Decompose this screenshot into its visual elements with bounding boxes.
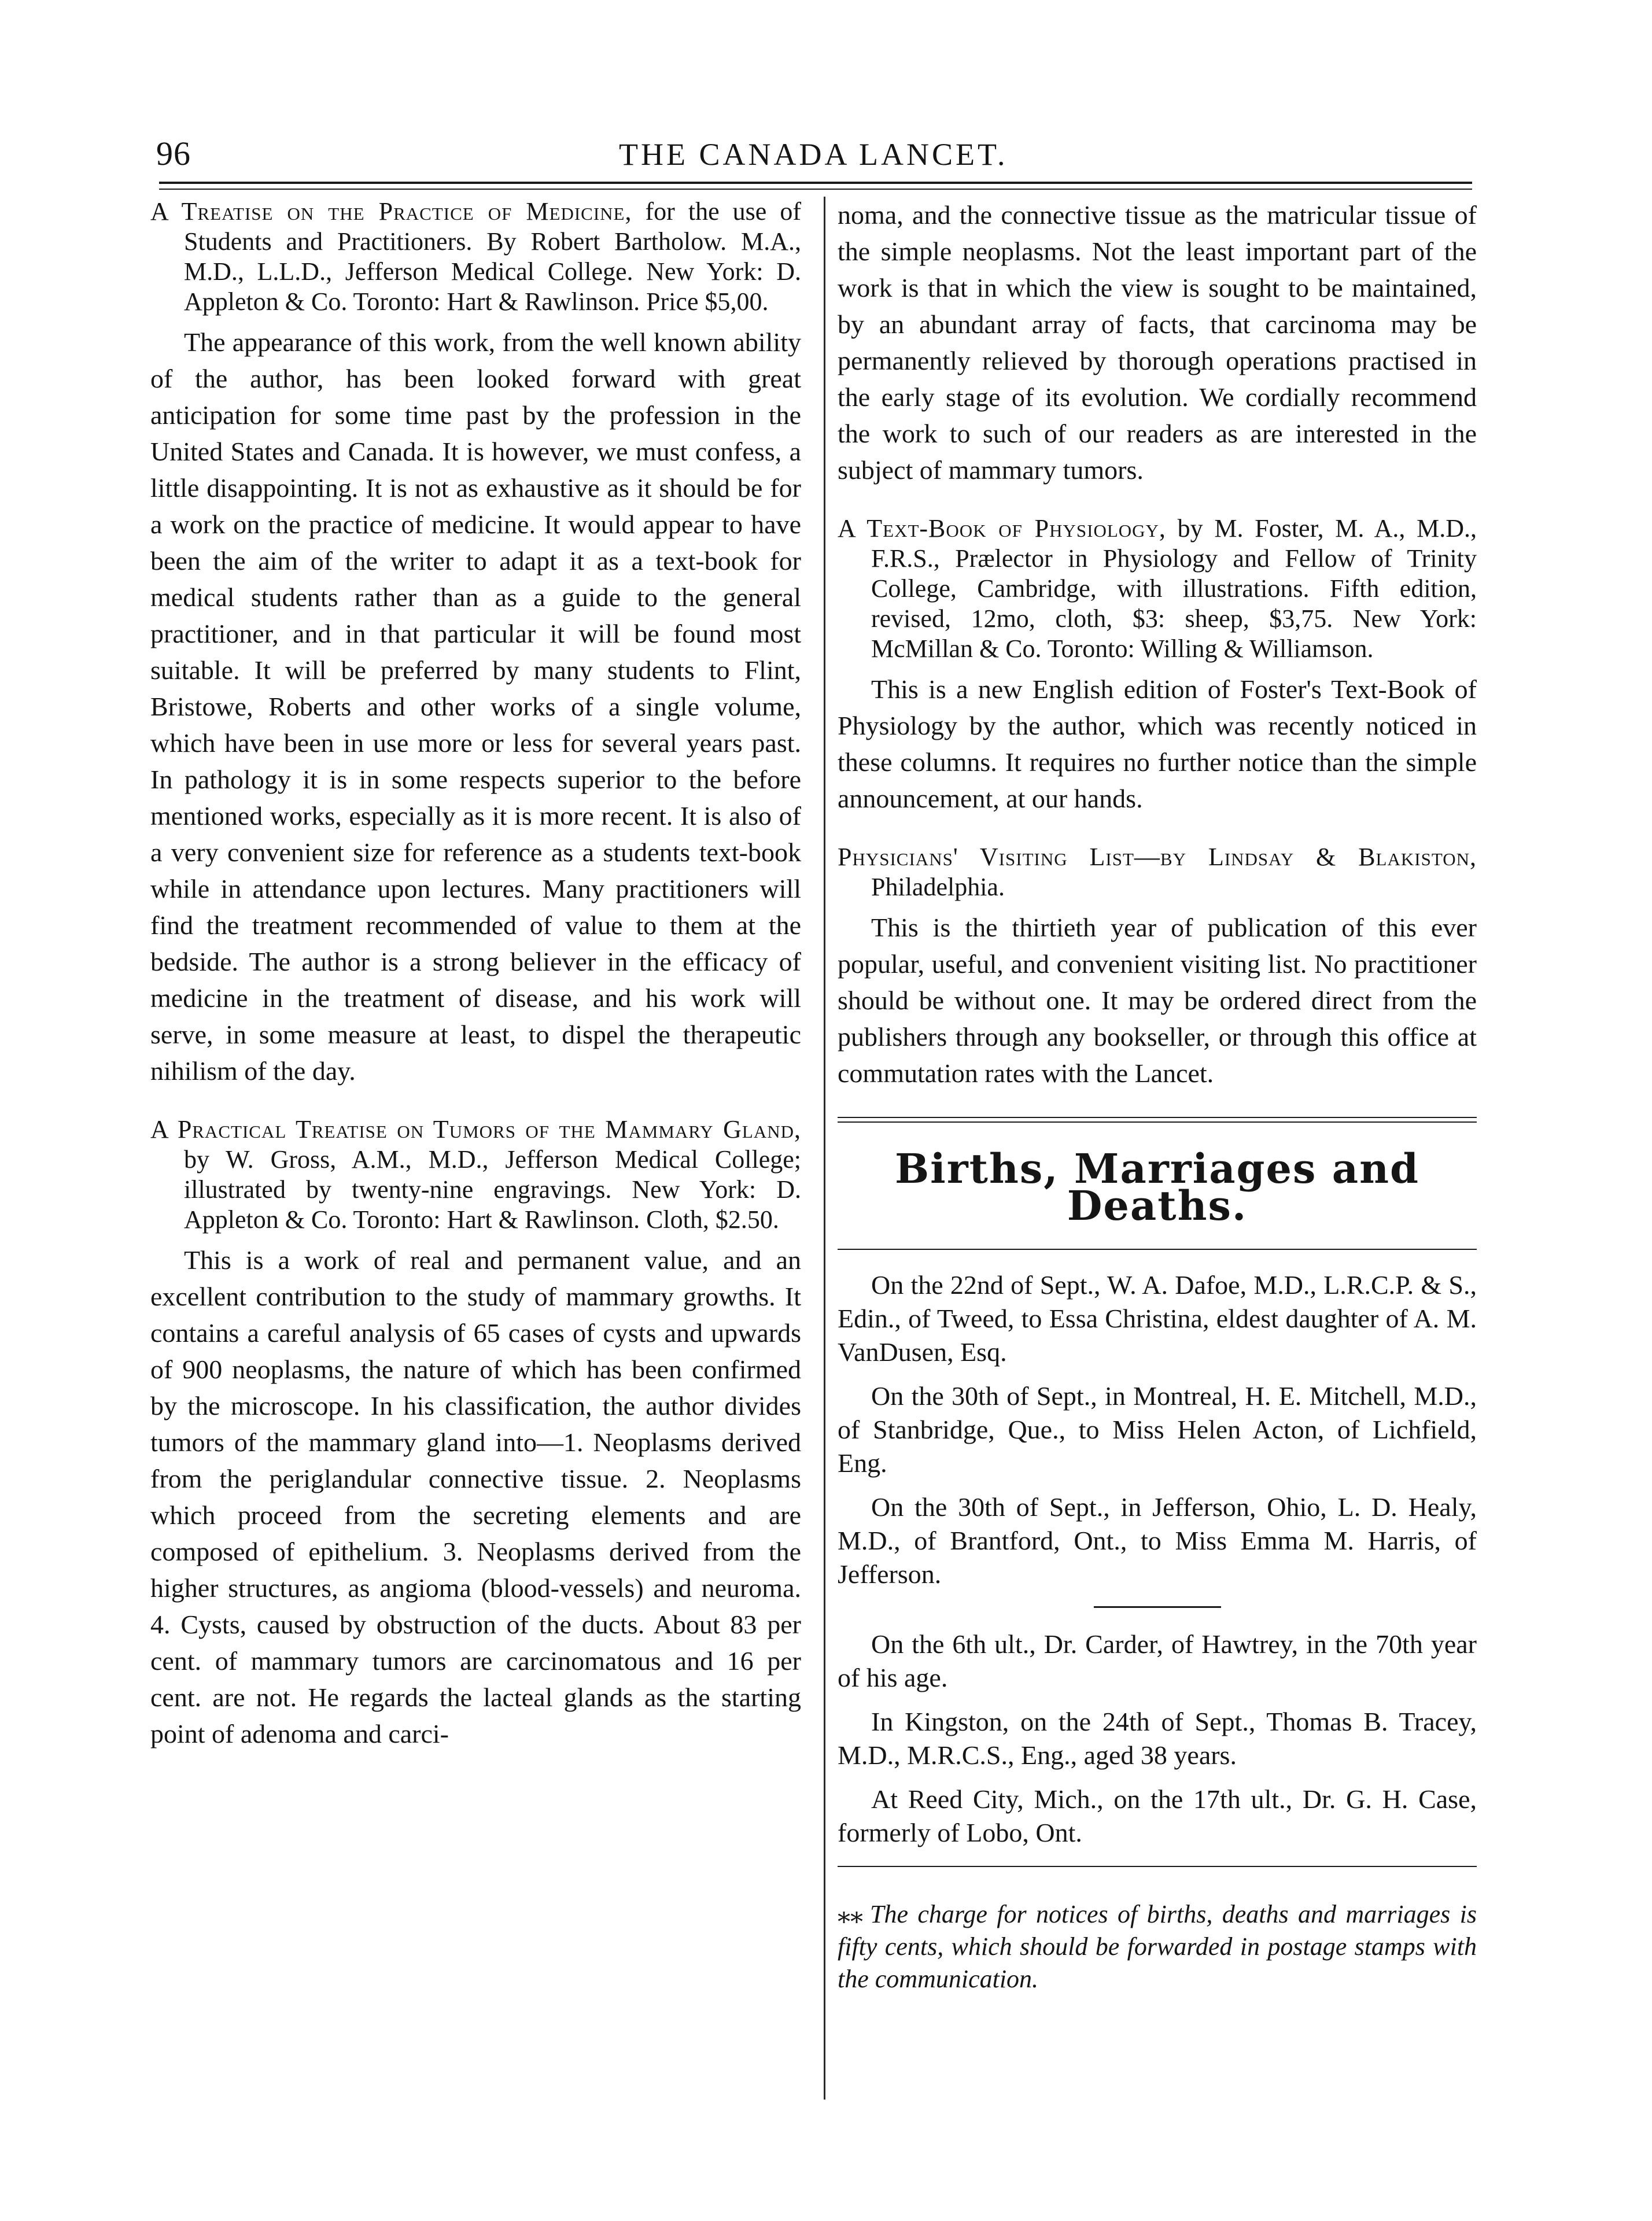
marriage-notice: On the 30th of Sept., in Montreal, H. E. Mitchell, M.D., of Stanbridge, Que., to Miss Helen Acton, of Lichfield, Eng. xyxy=(838,1381,1477,1478)
review-tumors-mammary-gland xyxy=(150,1115,801,1752)
review-tumors-continued xyxy=(838,197,1477,488)
section-rule-below xyxy=(838,1249,1477,1250)
left-column xyxy=(150,197,801,1777)
death-notice: On the 6th ult., Dr. Carder, of Hawtrey, in the 70th year of his age. xyxy=(838,1629,1477,1692)
footnote-text: The charge for notices of births, deaths and marriages is fifty cents, which should be forwarded in postage stamps with the communication. xyxy=(838,1900,1477,1993)
review-body: This is a work of real and permanent value, and an excellent contribution to the study of mammary growths. It contains a careful analysis of 65 cases of cysts and upwards of 900 neoplasms, the nature of which has been confirmed by the microscope. In his classification, the author divides tumors of the mammary gland into—1. Neoplasms derived from the periglandular connective tissue. 2. Neoplasms which proceed from the secreting elements and are composed of epithelium. 3. Neoplasms derived from the higher structures, as angioma (blood-vessels) and neuroma. 4. Cysts, caused by obstruction of the ducts. About 83 per cent. of mammary tumors are carcinomatous and 16 per cent. are not. He regards the lacteal glands as the starting point of adenoma and carci- xyxy=(150,1245,801,1748)
column-divider xyxy=(824,197,825,2100)
marriage-notice: On the 30th of Sept., in Jefferson, Ohio, L. D. Healy, M.D., of Brantford, Ont., to Miss Emma M. Harris, of Jefferson. xyxy=(838,1492,1477,1589)
review-heading xyxy=(150,1115,801,1235)
notices-heading: Births, Marriages and Deaths. xyxy=(894,1145,1420,1230)
header-rule xyxy=(159,182,1472,184)
marriage-notice: On the 22nd of Sept., W. A. Dafoe, M.D., L.R.C.P. & S., Edin., of Tweed, to Essa Christina, eldest daughter of A. M. VanDusen, Esq. xyxy=(838,1270,1477,1367)
footnote-rule xyxy=(838,1866,1477,1867)
review-body: This is the thirtieth year of publication of this ever popular, useful, and convenient visiting list. No practitioner should be without one. It may be ordered direct from the publishers through any bookseller, or through this office at commutation rates with the Lancet. xyxy=(838,913,1477,1088)
review-citation: by W. Gross, A.M., M.D., Jefferson Medical College; illustrated by twenty-nine engravings. New York: D. Appleton & Co. Toronto: Hart & Rawlinson. Cloth, $2.50. xyxy=(184,1145,801,1234)
review-citation: by M. Foster, M. A., M.D., F.R.S., Prælector in Physiology and Fellow of Trinity College, Cambridge, with illustrations. Fifth edition, revised, 12mo, cloth, $3: sheep, $3,75. New York: McMillan & Co. Toronto: Willing & Williamson. xyxy=(871,514,1477,663)
review-text-book-physiology xyxy=(838,514,1477,817)
review-title: A Practical Treatise on Tumors of the Mammary Gland, xyxy=(150,1115,801,1143)
review-heading xyxy=(150,197,801,317)
death-notices xyxy=(838,1628,1477,1850)
section-rule xyxy=(838,1117,1477,1118)
review-visiting-list xyxy=(838,842,1477,1091)
review-citation: Philadelphia. xyxy=(871,873,1005,901)
review-body-continued: noma, and the connective tissue as the matricular tissue of the simple neoplasms. Not the least important part of the work is that in which the view is sought to be maintained, by an abundant array of facts, that carcinoma may be permanently relieved by thorough operations practised in the early stage of its evolution. We cordially recommend the work to such of our readers as are interested in the subject of mammary tumors. xyxy=(838,200,1477,485)
section-rule-thin xyxy=(838,1121,1477,1123)
footnote-mark: ⁎⁎ xyxy=(838,1900,863,1928)
death-notice: In Kingston, on the 24th of Sept., Thomas B. Tracey, M.D., M.R.C.S., Eng., aged 38 years. xyxy=(838,1707,1477,1770)
review-body: The appearance of this work, from the well known ability of the author, has been looked forward with great anticipation for some time past by the profession in the United States and Canada. It is however, we must confess, a little disappointing. It is not as exhaustive as it should be for a work on the practice of medicine. It would appear to have been the aim of the writer to adapt it as a text-book for medical students rather than as a guide to the general practitioner, and in that particular it will be found most suitable. It will be preferred by many students to Flint, Bristowe, Roberts and other works of a single volume, which have been in use more or less for several years past. In pathology it is in some respects superior to the before mentioned works, especially as it is more recent. It is also of a very convenient size for reference as a students text-book while in attendance upon lectures. Many practitioners will find the treatment recommended of value to them at the bedside. The author is a strong believer in the efficacy of medicine in the treatment of disease, and his work will serve, in some measure at least, to dispel the therapeutic nihilism of the day. xyxy=(150,327,801,1086)
right-column xyxy=(838,197,1477,1995)
review-citation: for the use of Students and Practitioners. By Robert Bartholow. M.A., M.D., L.L.D., Jefferson Medical College. New York: D. Appleton & Co. Toronto: Hart & Rawlinson. Price $5,00. xyxy=(184,197,801,316)
review-title: A Text-Book of Physiology, xyxy=(838,514,1166,543)
header-rule-thin xyxy=(159,189,1472,190)
review-heading xyxy=(838,514,1477,664)
review-body: This is a new English edition of Foster's Text-Book of Physiology by the author, which was recently noticed in these columns. It requires no further notice than the simple announcement, at our hands. xyxy=(838,674,1477,813)
notices-divider xyxy=(1094,1606,1221,1608)
marriage-notices xyxy=(838,1268,1477,1591)
death-notice: At Reed City, Mich., on the 17th ult., Dr. G. H. Case, formerly of Lobo, Ont. xyxy=(838,1784,1477,1847)
running-title: THE CANADA LANCET. xyxy=(619,137,1008,172)
page-number: 96 xyxy=(156,135,191,172)
notices-footnote xyxy=(838,1891,1477,1995)
review-title: A Treatise on the Practice of Medicine, xyxy=(150,197,632,226)
review-heading xyxy=(838,842,1477,902)
review-title: Physicians' Visiting List—by Lindsay & Blakiston, xyxy=(838,843,1477,871)
review-practice-of-medicine xyxy=(150,197,801,1089)
